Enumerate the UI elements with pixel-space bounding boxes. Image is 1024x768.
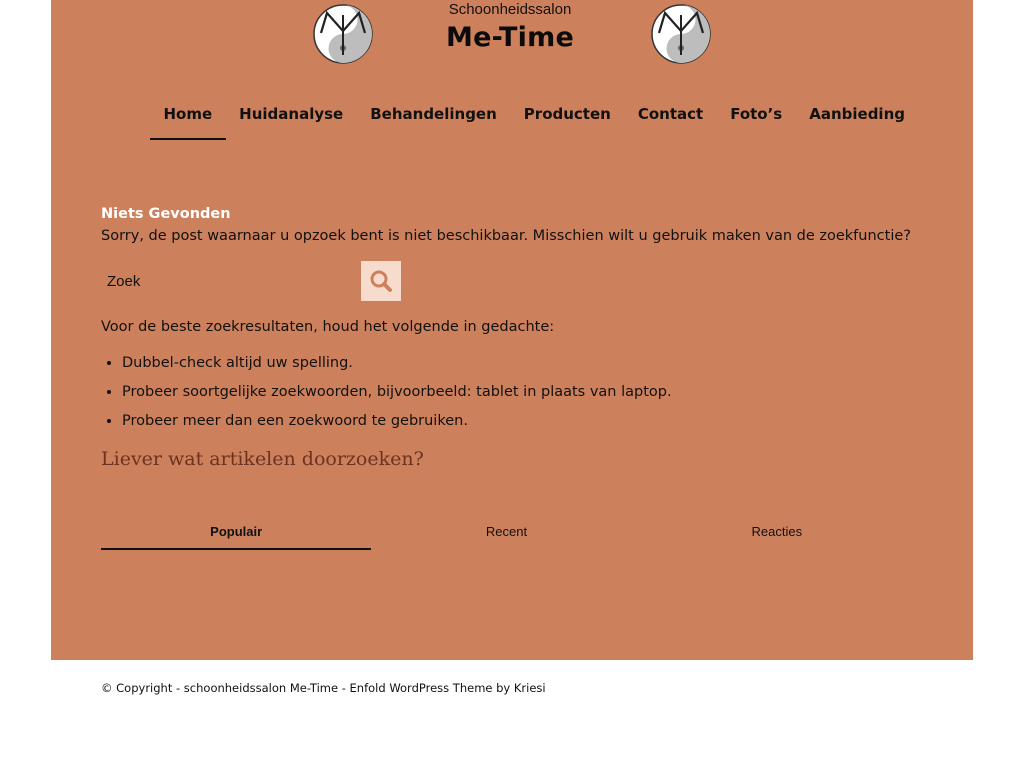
- main-navigation: [150, 90, 919, 140]
- nav-item-aanbieding[interactable]: Aanbieding: [809, 105, 905, 123]
- logo-emblem-icon: [313, 3, 373, 65]
- articles-heading: Liever wat artikelen doorzoeken?: [101, 448, 424, 470]
- nav-item-home[interactable]: Home: [150, 90, 226, 140]
- article-tabs: [101, 512, 912, 550]
- list-item: • Dubbel-check altijd uw spelling.: [122, 353, 921, 373]
- tab-reacties[interactable]: Reacties: [751, 524, 803, 539]
- nav-item-huidanalyse[interactable]: Huidanalyse: [239, 105, 344, 123]
- main-content: [101, 205, 921, 471]
- search-input[interactable]: [101, 261, 361, 301]
- nav-item-fotos[interactable]: Foto’s: [730, 105, 783, 123]
- tab-populair[interactable]: Populair: [101, 512, 371, 550]
- search-button[interactable]: [361, 261, 401, 301]
- page-title: Niets Gevonden: [101, 206, 231, 222]
- list-item: • Probeer meer dan een zoekwoord te gebruiken.: [122, 411, 921, 431]
- tab-recent[interactable]: Recent: [485, 524, 528, 539]
- footer-copyright: © Copyright - schoonheidssalon Me-Time - Enfold WordPress Theme by Kriesi: [101, 681, 546, 695]
- search-tips-intro: Voor de beste zoekresultaten, houd het volgende in gedachte:: [101, 319, 555, 335]
- search-icon: [361, 261, 401, 301]
- nav-item-producten[interactable]: Producten: [523, 105, 611, 123]
- logo-emblem-icon: [651, 3, 711, 65]
- logo-subtitle: Schoonheidssalon: [448, 1, 572, 18]
- site-logo[interactable]: [313, 0, 713, 70]
- page-container: [51, 0, 973, 660]
- search-tips-list: [101, 353, 921, 431]
- not-found-message: Sorry, de post waarnaar u opzoek bent is niet beschikbaar. Misschien wilt u gebruik maken van de zoekfunctie?: [101, 228, 911, 244]
- nav-item-contact[interactable]: Contact: [637, 105, 704, 123]
- logo-title: Me-Time: [446, 22, 574, 53]
- search-form: [101, 261, 401, 301]
- list-item: • Probeer soortgelijke zoekwoorden, bijvoorbeeld: tablet in plaats van laptop.: [122, 382, 921, 402]
- nav-item-behandelingen[interactable]: Behandelingen: [370, 105, 497, 123]
